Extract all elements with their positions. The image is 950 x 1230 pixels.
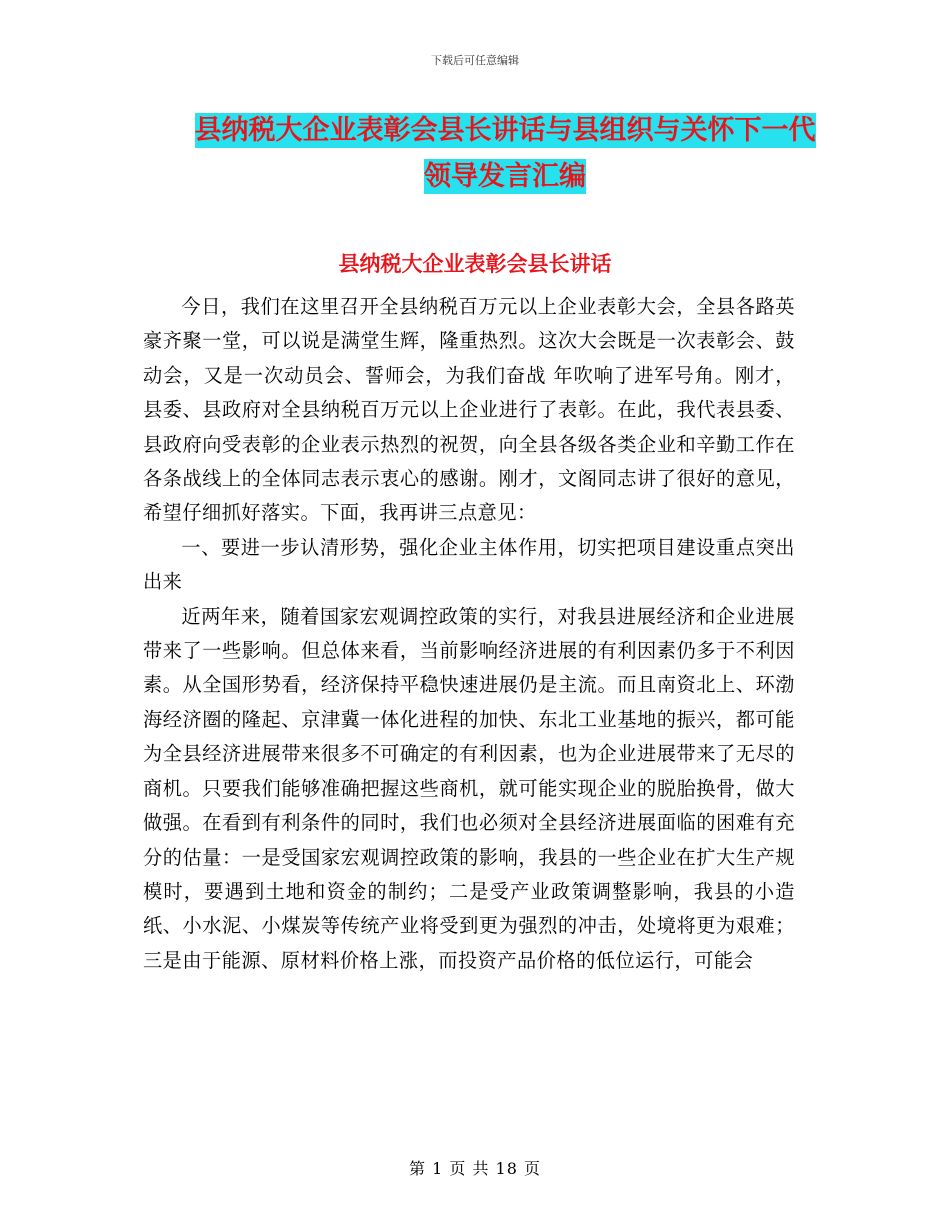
document-body <box>143 290 795 978</box>
paragraph: 近两年来，随着国家宏观调控政策的实行，对我县进展经济和企业进展带来了一些影响。但总体来看，当前影响经济进展的有利因素仍多于不利因素。从全国形势看，经济保持平稳快速进展仍是主流。而且南资北上、环渤海经济圈的隆起、京津冀一体化进程的加快、东北工业基地的振兴，都可能为全县经济进展带来很多不可确定的有利因素，也为企业进展带来了无尽的商机。只要我们能够准确把握这些商机，就可能实现企业的脱胎换骨，做大做强。在看到有利条件的同时，我们也必须对全县经济进展面临的困难有充分的估量：一是受国家宏观调控政策的影响，我县的一些企业在扩大生产规模时，要遇到土地和资金的制约；二是受产业政策调整影响，我县的小造纸、小水泥、小煤炭等传统产业将受到更为强烈的冲击，处境将更为艰难；三是由于能源、原材料价格上涨，而投资产品价格的低位运行，可能会 <box>143 604 795 972</box>
section-title: 县纳税大企业表彰会县长讲话 <box>338 251 612 276</box>
header-note: 下载后可任意编辑 <box>431 54 519 67</box>
document-title-line-2: 领导发言汇编 <box>424 161 586 192</box>
paragraph: 一、要进一步认清形势，强化企业主体作用，切实把项目建设重点突出出来 <box>143 535 795 594</box>
document-title <box>160 108 850 200</box>
page-number: 第 1 页 共 18 页 <box>409 1159 541 1178</box>
document-title-line-1: 县纳税大企业表彰会县长讲话与县组织与关怀下一代 <box>194 115 816 146</box>
paragraph: 今日，我们在这里召开全县纳税百万元以上企业表彰大会，全县各路英豪齐聚一堂，可以说是满堂生辉，隆重热烈。这次大会既是一次表彰会、鼓动会，又是一次动员会、誓师会，为我们奋战 年吹响了进军号角。刚才，县委、县政府对全县纳税百万元以上企业进行了表彰。在此，我代表县委、县政府向受表彰的企业表示热烈的祝贺，向全县各级各类企业和辛勤工作在各条战线上的全体同志表示衷心的感谢。刚才，文阁同志讲了很好的意见，希望仔细抓好落实。下面，我再讲三点意见： <box>143 295 795 525</box>
